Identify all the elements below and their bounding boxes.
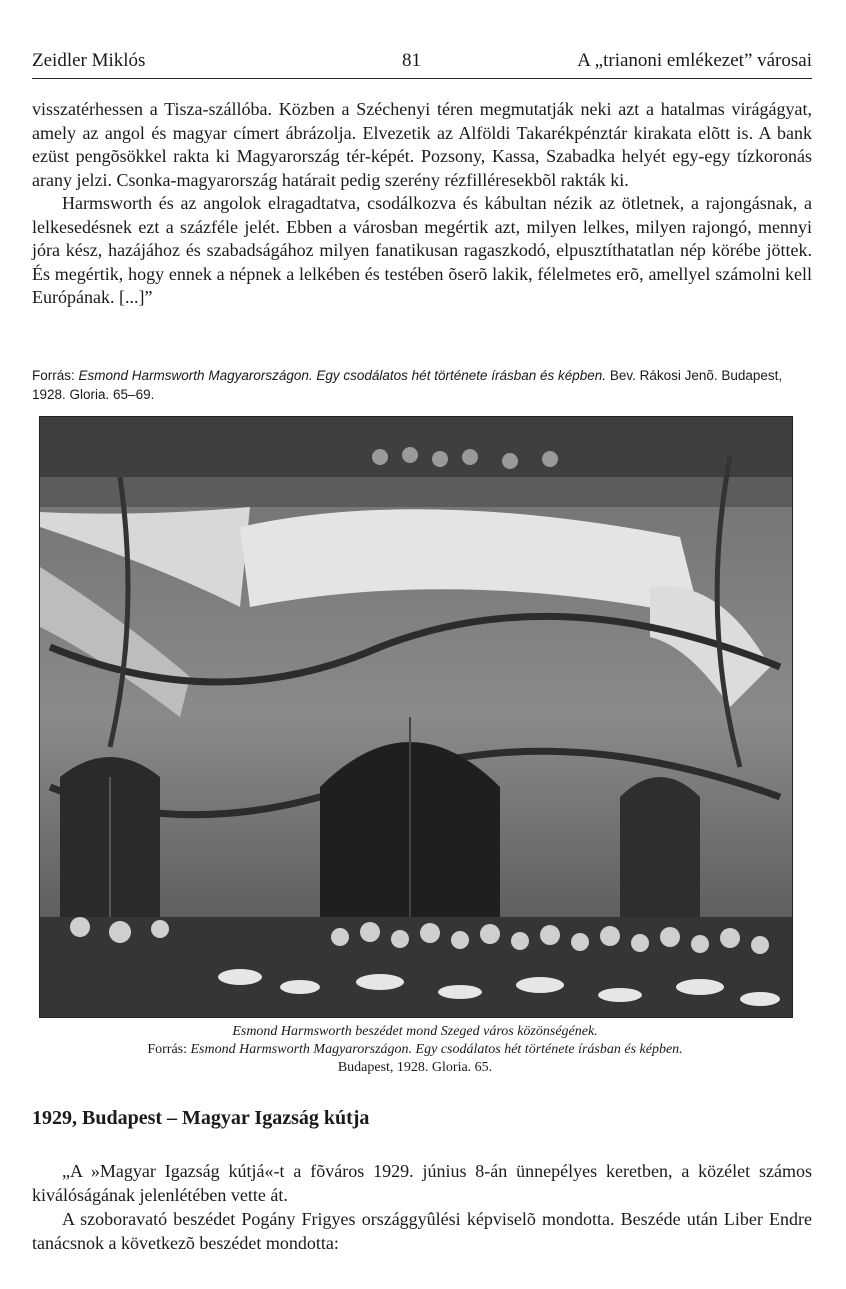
header-author: Zeidler Miklós [32, 50, 146, 71]
caption-line-3: Budapest, 1928. Gloria. 65. [337, 1060, 493, 1075]
photo-illustration [40, 417, 792, 1017]
body-text [32, 98, 812, 310]
caption-source-prefix: Forrás: [147, 1042, 187, 1057]
source-prefix: Forrás: [32, 368, 75, 383]
caption-source-title: Esmond Harmsworth Magyarországon. Egy csodálatos hét története írásban és képben. [190, 1042, 683, 1057]
photo-caption [39, 1023, 791, 1077]
source-note [32, 366, 812, 404]
page-number: 81 [402, 50, 421, 71]
body-paragraph-2: Harmsworth és az angolok elragadtatva, csodálkozva és kábultan nézik az ötletnek, a rajongásnak, a lelkesedésnek ezt a százféle jelét. Ebben a városban megértik azt, milyen lelkes, milyen rajongó, mennyi jóra kész, hazájához és szabadságához milyen fanatikusan ragaszkodó, elpusztíthatatlan nép körébe jöttek. És megértik, hogy ennek a népnek a lelkében és testében õserõ lakik, félelmetes erõ, amellyel számolni kell Európának. [...]” [32, 193, 812, 307]
section-heading: 1929, Budapest – Magyar Igazság kútja [32, 1107, 370, 1129]
source-rest: Bev. Rákosi Jenõ. Budapest, 1928. Gloria. 65–69. [32, 368, 783, 402]
caption-line-2 [39, 1041, 791, 1059]
source-title: Esmond Harmsworth Magyarországon. Egy csodálatos hét története írásban és képben. [78, 368, 607, 383]
running-header [32, 48, 812, 79]
header-running-title: A „trianoni emlékezet” városai [577, 50, 812, 71]
section-text [32, 1159, 812, 1255]
section-paragraph-1: „A »Magyar Igazság kútjá«-t a fõváros 1929. június 8-án ünnepélyes keretben, a közélet számos kiválóságának jelenlétében vette át. [32, 1161, 812, 1205]
caption-line-1: Esmond Harmsworth beszédet mond Szeged város közönségének. [232, 1024, 598, 1039]
body-paragraph-1: visszatérhessen a Tisza-szállóba. Közben a Széchenyi téren megmutatják neki azt a hatalmas virágágyat, amely az angol és magyar címert ábrázolja. Elvezetik az Alföldi Takarékpénztár kirakata elõtt is. A bank ezüst pengõsökkel rakta ki Magyarország tér-képét. Pozsony, Kassa, Szabadka helyét egy-egy tízkoronás arany jelzi. Csonka-magyarország határait pedig szerény rézfilléresekbõl rakták ki. [32, 99, 812, 190]
historical-photo [39, 416, 793, 1018]
section-paragraph-2: A szoboravató beszédet Pogány Frigyes országgyûlési képviselõ mondotta. Beszéde után Liber Endre tanácsnok a következõ beszédet mondotta: [32, 1209, 812, 1253]
